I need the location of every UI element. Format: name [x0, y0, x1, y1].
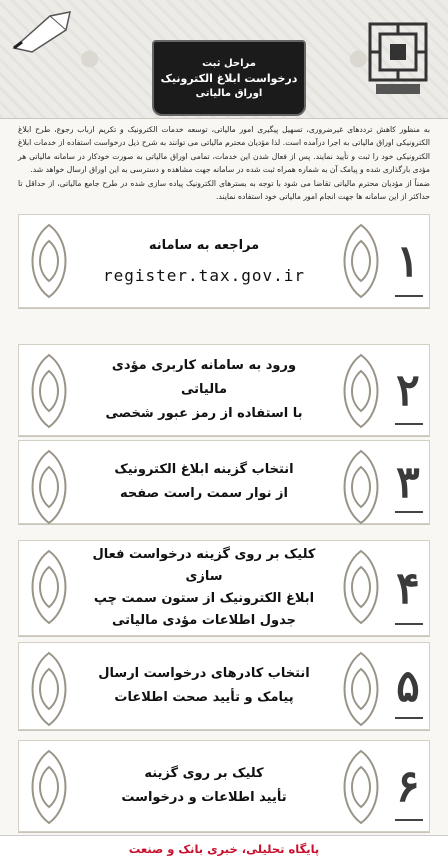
arabesque-ornament-icon [331, 351, 391, 431]
number-underline [395, 423, 423, 425]
arabesque-ornament-icon [331, 747, 391, 827]
arabesque-ornament-icon [19, 747, 79, 827]
step-card-1 [18, 214, 430, 308]
step-text [89, 741, 319, 831]
step-number: ۴ [396, 562, 420, 614]
step-number: ۲ [396, 364, 420, 416]
title-line-2: درخواست ابلاغ الکترونیک [160, 71, 298, 85]
number-underline [395, 511, 423, 513]
step-number: ۶ [396, 760, 420, 812]
step-line: از نوار سمت راست صفحه [120, 486, 288, 501]
intro-text [18, 123, 430, 203]
footer-watermark [0, 835, 448, 862]
step-text [89, 345, 319, 435]
header-banner [0, 0, 448, 119]
website-url: register.tax.gov.ir [102, 266, 306, 285]
number-underline [395, 819, 423, 821]
step-text [89, 215, 319, 307]
step-number: ۱ [396, 235, 420, 287]
arabesque-ornament-icon [19, 649, 79, 729]
step-line: کلیک بر روی گزینه درخواست فعال سازی [92, 547, 316, 584]
step-text [89, 643, 319, 729]
step-line: کلیک بر روی گزینه [144, 766, 264, 781]
step-line: ورود به سامانه کاربری مؤدی مالیاتی [111, 358, 297, 397]
step-line: تأیید اطلاعات و درخواست [121, 790, 287, 805]
step-text [89, 441, 319, 523]
step-card-4 [18, 540, 430, 636]
number-underline [395, 717, 423, 719]
step-line: با استفاده از رمز عبور شخصی [105, 406, 303, 421]
arabesque-ornament-icon [19, 221, 79, 301]
step-line: جدول اطلاعات مؤدی مالیاتی [111, 613, 297, 628]
arabesque-ornament-icon [331, 221, 391, 301]
number-underline [395, 623, 423, 625]
arabesque-ornament-icon [331, 547, 391, 627]
number-underline [395, 295, 423, 297]
arabesque-ornament-icon [19, 447, 79, 527]
step-line: پیامک و تأیید صحت اطلاعات [114, 690, 294, 705]
quill-pen-icon [10, 8, 80, 56]
step-card-3 [18, 440, 430, 524]
title-line-3: اوراق مالیاتی [195, 87, 263, 99]
step-line: انتخاب کادرهای درخواست ارسال [98, 666, 310, 681]
step-line: انتخاب گزینه ابلاغ الکترونیک [114, 462, 294, 477]
step-card-6 [18, 740, 430, 832]
arabesque-ornament-icon [19, 351, 79, 431]
arabesque-ornament-icon [331, 649, 391, 729]
arabesque-ornament-icon [19, 547, 79, 627]
step-number: ۳ [396, 456, 420, 508]
step-line: ابلاغ الکترونیک از ستون سمت چپ [93, 591, 315, 606]
arabesque-ornament-icon [331, 447, 391, 527]
step-card-2 [18, 344, 430, 436]
step-number: ۵ [396, 660, 420, 712]
title-plaque [152, 40, 306, 116]
footer-source-text: پایگاه تحلیلی، خبری بانک و صنعت [128, 842, 320, 856]
intro-paragraph-1: به منظور کاهش ترددهای غیرضروری، تسهیل پیگیری امور مالیاتی، توسعه خدمات الکترونیک و تکریم ارباب رجوع، طرح ابلاغ الکترونیکی اوراق مالیاتی به اجرا درآمده است. لذا مؤدیان محترم مالیاتی می توانند به شرح ذیل درخواست استفاده از خدمات ابلاغ الکترونیکی خود را ثبت و تأیید نمایند. پس از فعال شدن این خدمات، تمامی اوراق مالیاتی به صورت خودکار در سامانه مالیاتی هر مؤدی بارگذاری شده و پیامک آن به شماره همراه ثبت شده در سامانه جهت مشاهده و دسترسی به این اوراق ارسال خواهد شد. [18, 125, 430, 175]
intro-paragraph-2: ضمناً از مؤدیان محترم مالیاتی تقاضا می شود با توجه به بسترهای الکترونیک پیاده سازی شده در طرح جامع مالیاتی، از حداقل تا حداکثر از این سامانه ها جهت انجام امور مالیاتی خود استفاده نمایند. [18, 178, 430, 202]
step-card-5 [18, 642, 430, 730]
step-text [89, 541, 319, 635]
step-line: مراجعه به سامانه [148, 238, 260, 253]
title-line-1: مراحل ثبت [202, 57, 256, 69]
tax-organization-logo [366, 20, 430, 98]
